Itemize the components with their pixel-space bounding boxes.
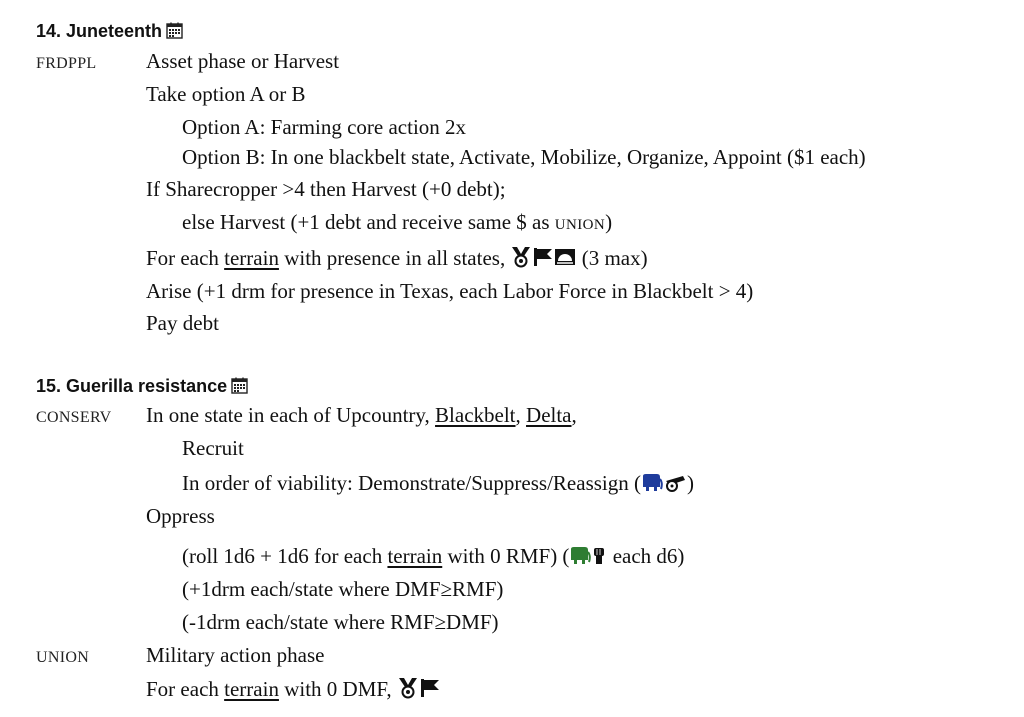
terrain-term: terrain — [224, 246, 279, 270]
calendar-icon — [231, 377, 248, 399]
instruction-line: Option B: In one blackbelt state, Activate, Mobilize, Organize, Appoint ($1 each) — [182, 145, 866, 169]
cannon-icon — [663, 473, 687, 499]
terrain-term: terrain — [224, 677, 279, 701]
instruction-line: Asset phase or Harvest — [146, 49, 340, 73]
blackbelt-term: Blackbelt — [435, 403, 516, 427]
calendar-icon — [166, 22, 183, 44]
instruction-line: else Harvest (+1 debt and receive same $ as UNION) — [182, 210, 613, 234]
instruction-line: For each terrain with presence in all states, (3 max) — [146, 245, 648, 274]
section-heading-guerilla-resistance — [36, 375, 248, 399]
delta-term: Delta — [526, 403, 572, 427]
instruction-line: (+1drm each/state where DMF≥RMF) — [182, 577, 504, 601]
instruction-line: Pay debt — [146, 311, 219, 335]
section-heading-juneteenth — [36, 20, 183, 44]
section-title: 14. Juneteenth — [36, 21, 163, 41]
instruction-line: If Sharecropper >4 then Harvest (+0 debt); — [146, 177, 506, 201]
instruction-line: Option A: Farming core action 2x — [182, 115, 467, 139]
instruction-line: Take option A or B — [146, 82, 306, 106]
sunrise-icon — [554, 246, 576, 274]
actor-label: UNION — [36, 649, 90, 666]
terrain-term: terrain — [387, 544, 443, 568]
medal-icon — [397, 677, 419, 705]
instruction-line: (roll 1d6 + 1d6 for each terrain with 0 RMF) ( each d6) — [182, 543, 684, 572]
instruction-line: In order of viability: Demonstrate/Suppress/Reassign ( ) — [182, 470, 694, 499]
green-elephant-piece-icon — [569, 546, 591, 572]
flag-icon — [532, 246, 554, 274]
instruction-line: For each terrain with 0 DMF, — [146, 676, 441, 705]
instruction-line: Military action phase — [146, 643, 325, 667]
instruction-line: Recruit — [182, 436, 244, 460]
instruction-line: In one state in each of Upcountry, Blackbelt, Delta, — [146, 403, 577, 427]
actor-label: CONSERV — [36, 409, 112, 426]
medal-icon — [510, 246, 532, 274]
flag-icon — [419, 677, 441, 705]
actor-ref: UNION — [554, 217, 606, 233]
instruction-line: (-1drm each/state where RMF≥DMF) — [182, 610, 499, 634]
fist-icon — [591, 546, 607, 572]
section-title: 15. Guerilla resistance — [36, 376, 228, 396]
instruction-line: Arise (+1 drm for presence in Texas, each Labor Force in Blackbelt > 4) — [146, 279, 754, 303]
blue-elephant-piece-icon — [641, 473, 663, 499]
instruction-line: Oppress — [146, 504, 215, 528]
actor-label: FRDPPL — [36, 55, 97, 72]
